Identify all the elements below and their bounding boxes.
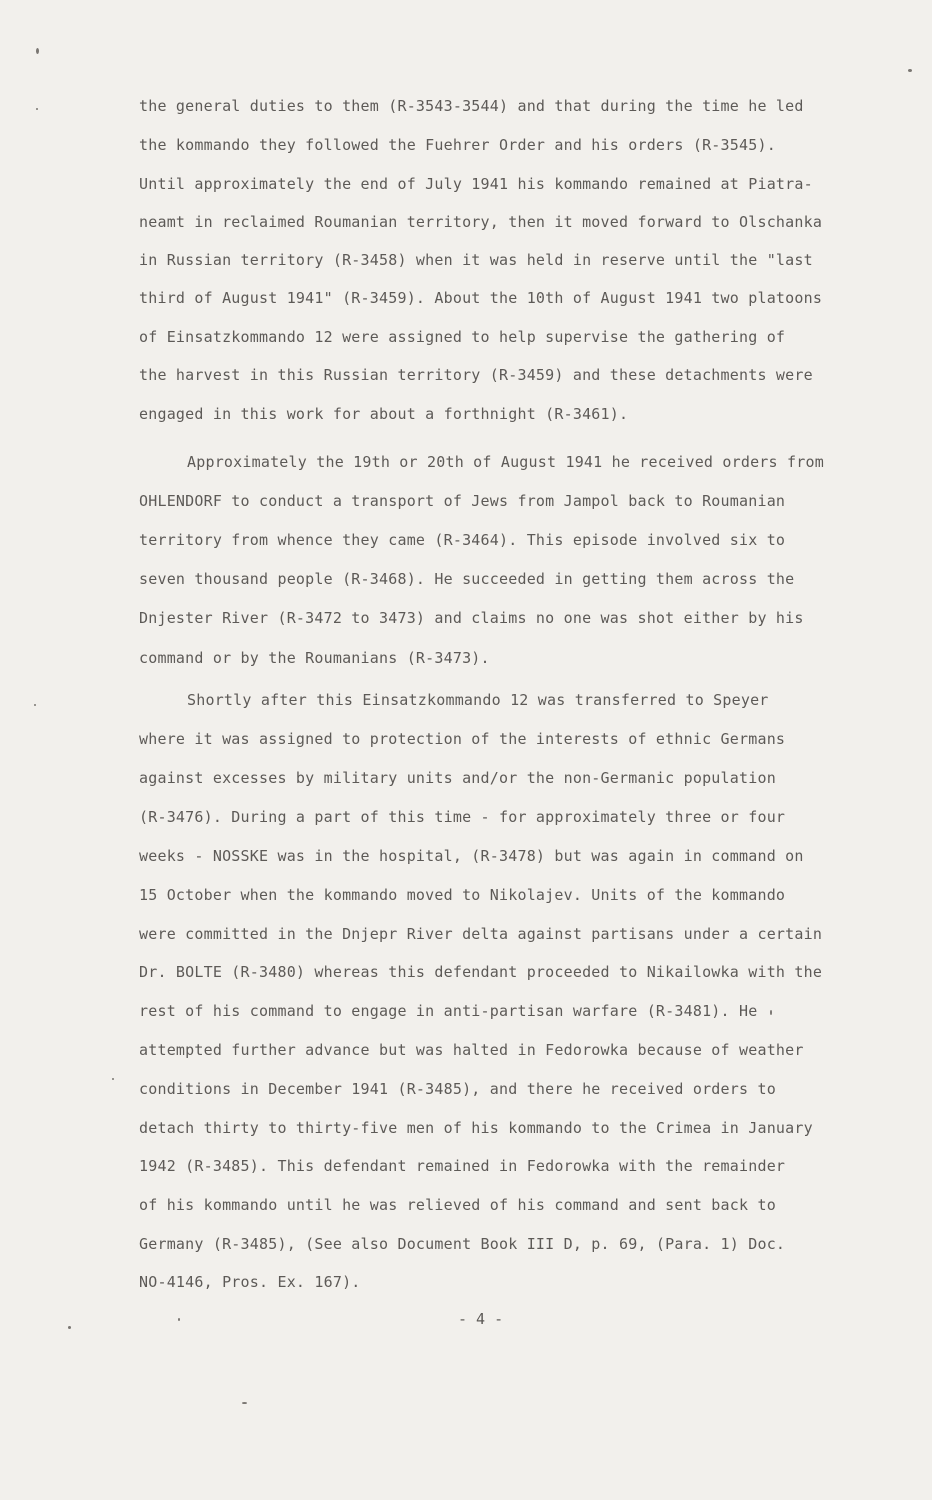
scan-speck (36, 48, 39, 54)
scan-speck (34, 704, 36, 706)
scan-speck (112, 1078, 114, 1080)
text-line: NO-4146, Pros. Ex. 167). (139, 1273, 361, 1291)
text-line: where it was assigned to protection of the interests of ethnic Germans (139, 730, 786, 748)
scan-speck (770, 1010, 772, 1015)
text-line: against excesses by military units and/or the non-Germanic population (139, 769, 776, 787)
paragraph-start-line: Approximately the 19th or 20th of August 1941 he received orders from (187, 453, 824, 471)
text-line: Germany (R-3485), (See also Document Book III D, p. 69, (Para. 1) Doc. (139, 1235, 786, 1253)
text-line: detach thirty to thirty-five men of his kommando to the Crimea in January (139, 1119, 813, 1137)
text-line: territory from whence they came (R-3464). This episode involved six to (139, 531, 786, 549)
text-line: 15 October when the kommando moved to Nikolajev. Units of the kommando (139, 886, 786, 904)
text-line: were committed in the Dnjepr River delta against partisans under a certain (139, 925, 823, 943)
scan-speck (68, 1326, 71, 1329)
text-line: 1942 (R-3485). This defendant remained in Fedorowka with the remainder (139, 1157, 786, 1175)
text-line: third of August 1941" (R-3459). About the 10th of August 1941 two platoons (139, 289, 823, 307)
text-line: Dr. BOLTE (R-3480) whereas this defendant proceeded to Nikailowka with the (139, 963, 823, 981)
text-line: (R-3476). During a part of this time - for approximately three or four (139, 808, 786, 826)
text-line: the kommando they followed the Fuehrer Order and his orders (R-3545). (139, 136, 776, 154)
text-line: neamt in reclaimed Roumanian territory, then it moved forward to Olschanka (139, 213, 823, 231)
text-line: engaged in this work for about a forthnight (R-3461). (139, 405, 629, 423)
text-line: seven thousand people (R-3468). He succeeded in getting them across the (139, 570, 795, 588)
text-line: of his kommando until he was relieved of his command and sent back to (139, 1196, 776, 1214)
paragraph-start-line: Shortly after this Einsatzkommando 12 was transferred to Speyer (187, 691, 769, 709)
scan-speck (178, 1318, 180, 1321)
text-line: the harvest in this Russian territory (R-3459) and these detachments were (139, 366, 813, 384)
text-line: OHLENDORF to conduct a transport of Jews from Jampol back to Roumanian (139, 492, 786, 510)
text-line: conditions in December 1941 (R-3485), and there he received orders to (139, 1080, 776, 1098)
text-line: Dnjester River (R-3472 to 3473) and claims no one was shot either by his (139, 609, 804, 627)
text-line: the general duties to them (R-3543-3544) and that during the time he led (139, 97, 804, 115)
scan-speck (242, 1402, 247, 1404)
text-line: command or by the Roumanians (R-3473). (139, 649, 490, 667)
scan-speck (36, 108, 38, 110)
text-line: of Einsatzkommando 12 were assigned to help supervise the gathering of (139, 328, 786, 346)
page-number: - 4 - (458, 1310, 504, 1328)
text-line: in Russian territory (R-3458) when it was held in reserve until the "last (139, 251, 813, 269)
text-line: weeks - NOSSKE was in the hospital, (R-3478) but was again in command on (139, 847, 804, 865)
text-line: Until approximately the end of July 1941 his kommando remained at Piatra- (139, 175, 813, 193)
text-line: rest of his command to engage in anti-partisan warfare (R-3481). He (139, 1002, 758, 1020)
text-line: attempted further advance but was halted in Fedorowka because of weather (139, 1041, 804, 1059)
scan-speck (908, 69, 912, 72)
